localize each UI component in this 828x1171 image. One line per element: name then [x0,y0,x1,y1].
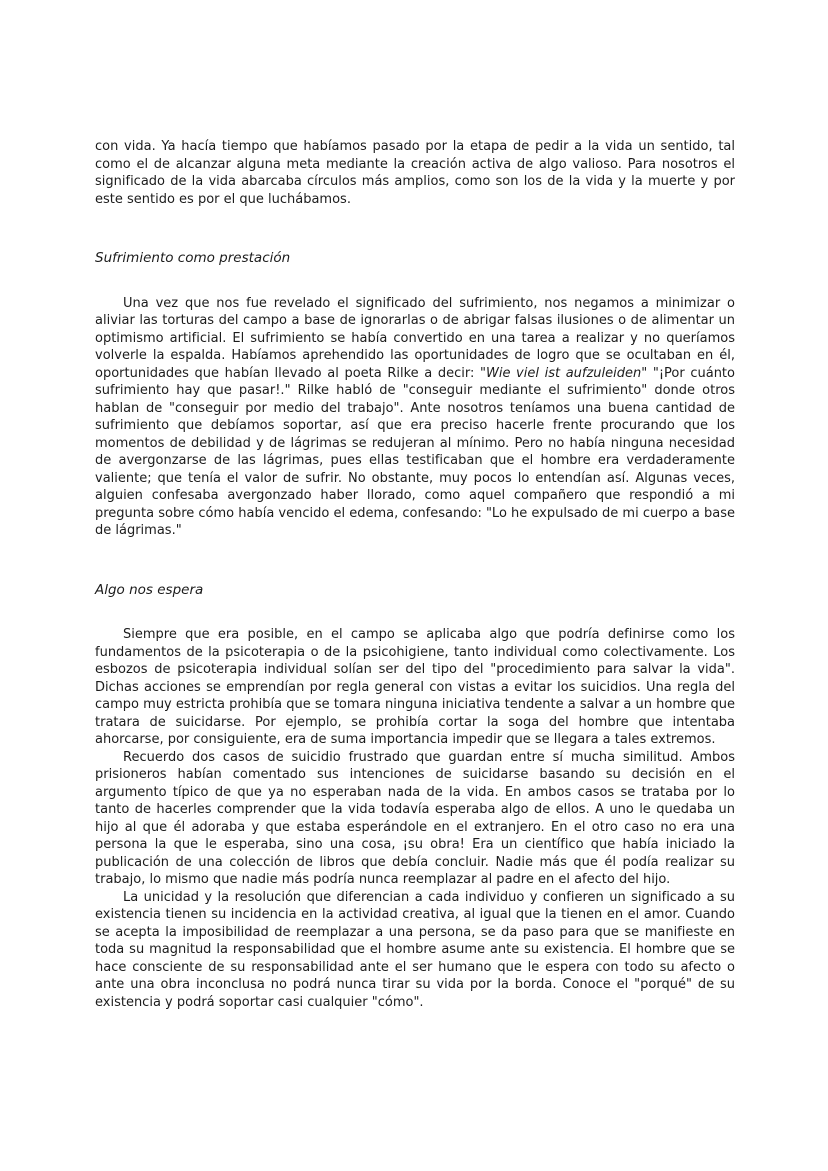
paragraph-continuation: con vida. Ya hacía tiempo que habíamos pasado por la etapa de pedir a la vida un sentido, tal como el de alcanzar alguna meta mediante la creación activa de algo valioso. Para nosotros el significado de la vida abarcaba círculos más amplios, como son los de la vida y la muerte y por este sentido es por el que luchábamos. [95,139,735,207]
rilke-quote-italic: "Wie viel ist aufzuleiden" [480,365,648,381]
paragraph-psicoterapia: Siempre que era posible, en el campo se aplicaba algo que podría definirse como los fundamentos de la psicoterapia o de la psicohigiene, tanto individual como colectivamente. Los esbozos de psicoterapia individual solían ser del tipo del "procedimiento para salvar la vida". Dichas acciones se emprendían por regla general con vistas a evitar los suicidios. Una regla del campo muy estricta prohibía que se tomara ninguna iniciativa tendente a salvar a un hombre que tratara de suicidarse. Por ejemplo, se prohibía cortar la soga del hombre que intentaba ahorcarse, por consiguiente, era de suma importancia impedir que se llegara a tales extremos. [95,627,735,747]
paragraph-sufrimiento [95,295,735,540]
section-heading-sufrimiento: Sufrimiento como prestación [95,250,291,266]
paragraph-suicidios-frustrados: Recuerdo dos casos de suicidio frustrado que guardan entre sí mucha similitud. Ambos prisioneros habían comentado sus intenciones de suicidarse basando su decisión en el argumento típico de que ya no esperaban nada de la vida. En ambos casos se trataba por lo tanto de hacerles comprender que la vida todavía esperaba algo de ellos. A uno le quedaba un hijo al que él adoraba y que estaba esperándole en el extranjero. En el otro caso no era una persona la que le esperaba, sino una cosa, ¡su obra! Era un científico que había iniciado la publicación de una colección de libros que debía concluir. Nadie más que él podía realizar su trabajo, lo mismo que nadie más podría nunca reemplazar al padre en el afecto del hijo. [95,749,735,887]
paragraph-text: "¡Por cuánto sufrimiento hay que pasar!." Rilke habló de "conseguir mediante el sufrimiento" donde otros hablan de "conseguir por medio del trabajo". Ante nosotros teníamos una buena cantidad de sufrimiento que debíamos soportar, así que era preciso hacerle frente procurando que los momentos de debilidad y de lágrimas se redujeran al mínimo. Pero no había ninguna necesidad de avergonzarse de las lágrimas, pues ellas testificaban que el hombre era verdaderamente valiente; que tenía el valor de sufrir. No obstante, muy pocos lo entendían así. Algunas veces, alguien confesaba avergonzado haber llorado, como aquel compañero que respondió a mi pregunta sobre cómo había vencido el edema, confesando: "Lo he expulsado de mi cuerpo a base de lágrimas." [95,365,735,538]
section-heading-algo-nos-espera: Algo nos espera [95,581,204,598]
paragraph-text: Una vez que nos fue revelado el significado del sufrimiento, nos negamos a minimizar o aliviar las torturas del campo a base de ignorarlas o de abrigar falsas ilusiones o de alimentar un optimismo artificial. El sufrimiento se había convertido en una tarea a realizar y no queríamos volverle la espalda. Habíamos aprehendido las oportunidades de logro que se ocultaban en él, oportunidades que habían llevado al poeta Rilke a decir: [95,295,735,381]
paragraph-unicidad: La unicidad y la resolución que diferencian a cada individuo y confieren un significado a su existencia tienen su incidencia en la actividad creativa, al igual que la tienen en el amor. Cuando se acepta la imposibilidad de reemplazar a una persona, se da paso para que se manifieste en toda su magnitud la responsabilidad que el hombre asume ante su existencia. El hombre que se hace consciente de su responsabilidad ante el ser humano que le espera con todo su afecto o ante una obra inconclusa no podrá nunca tirar su vida por la borda. Conoce el "porqué" de su existencia y podrá soportar casi cualquier "cómo". [95,889,735,1010]
